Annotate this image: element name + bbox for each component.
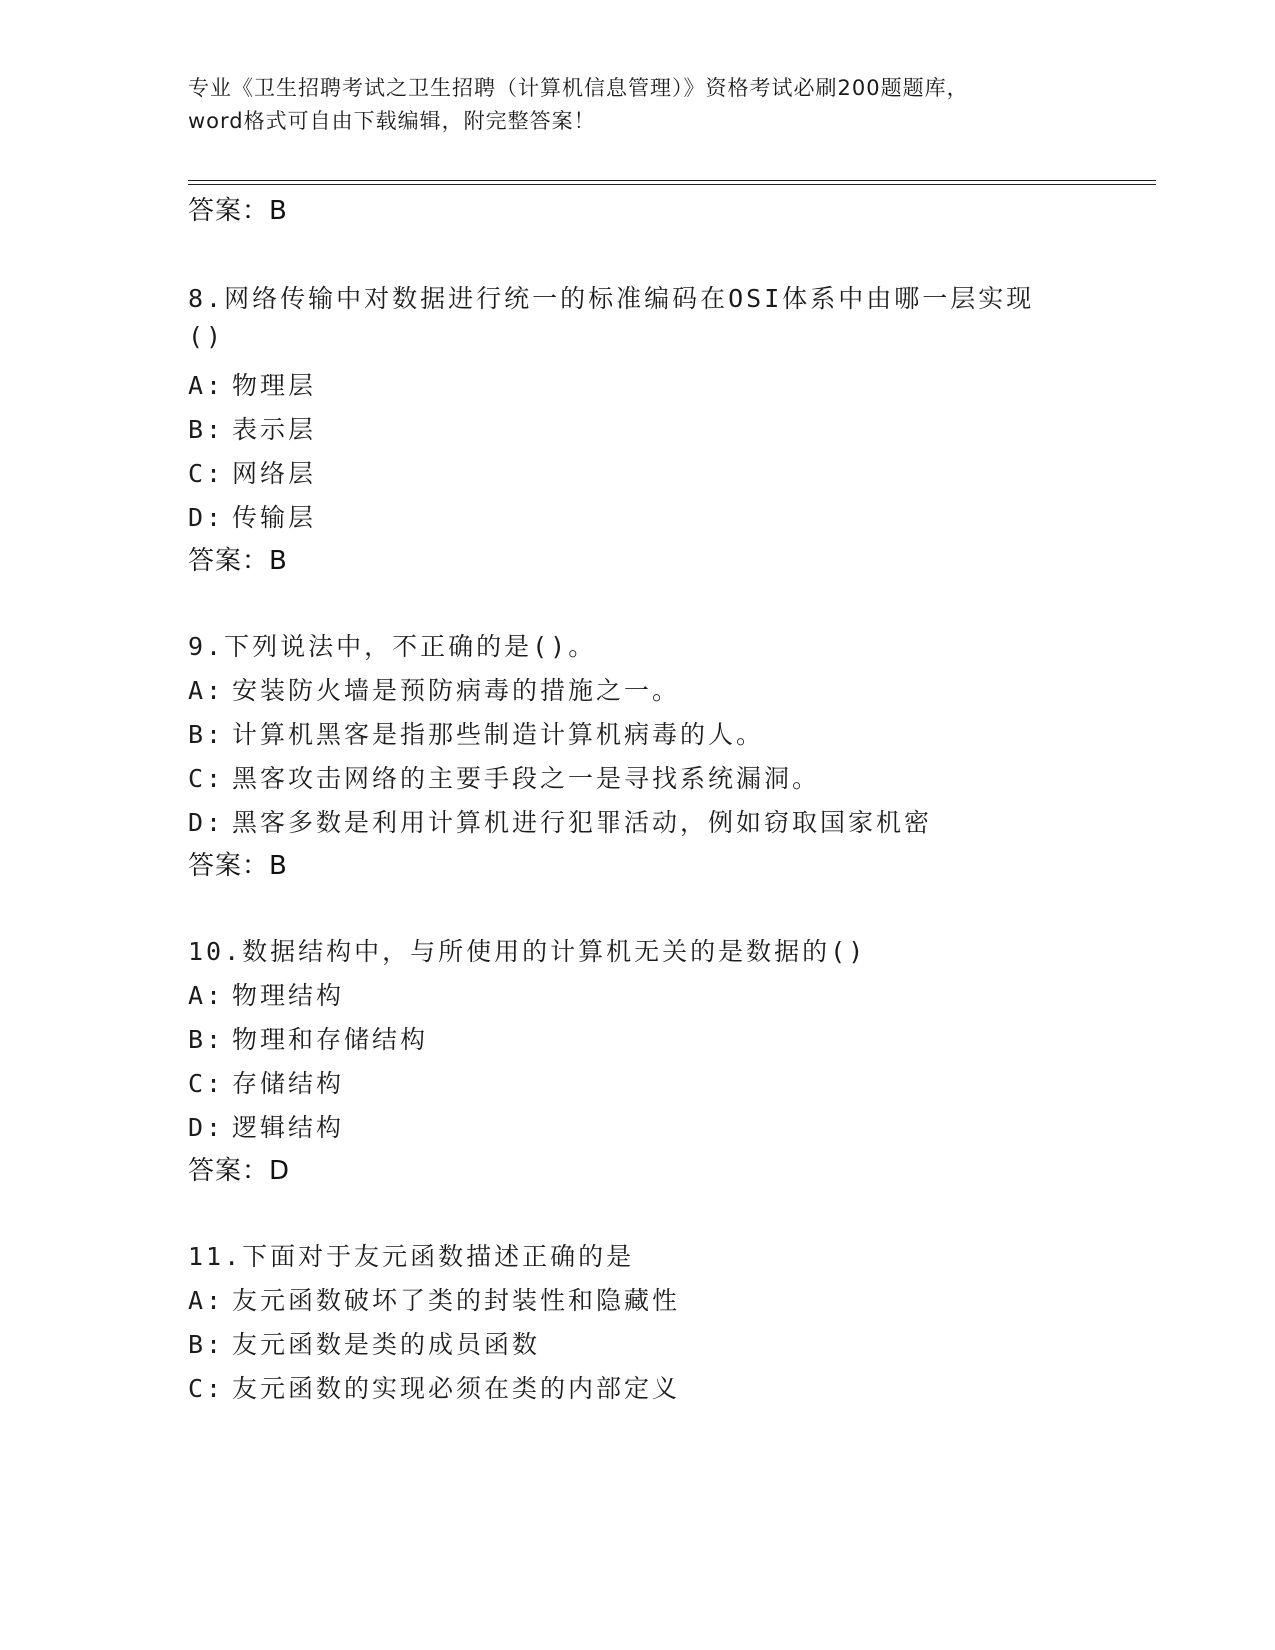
option-text: 计算机黑客是指那些制造计算机病毒的人。 <box>232 720 765 749</box>
answer-7: 答案：B <box>188 196 288 226</box>
option-letter: D: <box>188 503 225 532</box>
question-10-option-d <box>188 1108 344 1144</box>
question-8-text-cont: () <box>188 322 225 351</box>
question-9-text: 9.下列说法中，不正确的是()。 <box>188 632 597 661</box>
option-letter: A: <box>188 1286 225 1315</box>
page-header <box>188 72 1088 138</box>
question-8-text: 8.网络传输中对数据进行统一的标准编码在OSI体系中由哪一层实现 <box>188 284 1035 313</box>
option-letter: D: <box>188 808 225 837</box>
answer-8: 答案：B <box>188 546 288 576</box>
option-letter: B: <box>188 1330 225 1359</box>
option-text: 传输层 <box>232 503 317 532</box>
question-9-option-b <box>188 715 764 751</box>
question-8-option-c <box>188 454 316 490</box>
option-letter: C: <box>188 764 225 793</box>
question-8-option-a <box>188 366 316 402</box>
option-letter: A: <box>188 981 225 1010</box>
option-text: 逻辑结构 <box>232 1113 345 1142</box>
option-letter: B: <box>188 720 225 749</box>
header-line-1: 专业《卫生招聘考试之卫生招聘（计算机信息管理）》资格考试必刷200题题库， <box>188 76 969 100</box>
option-text: 友元函数破坏了类的封装性和隐藏性 <box>232 1286 681 1315</box>
question-11-option-a <box>188 1281 680 1317</box>
option-text: 物理结构 <box>232 981 345 1010</box>
option-text: 存储结构 <box>232 1069 345 1098</box>
question-9-option-c <box>188 759 820 795</box>
question-10-text: 10.数据结构中，与所使用的计算机无关的是数据的() <box>188 937 867 966</box>
header-double-rule <box>188 180 1156 185</box>
option-text: 友元函数是类的成员函数 <box>232 1330 541 1359</box>
question-9-option-a <box>188 671 680 707</box>
answer-9: 答案：B <box>188 851 288 881</box>
option-text: 黑客多数是利用计算机进行犯罪活动，例如窃取国家机密 <box>232 808 933 837</box>
option-text: 黑客攻击网络的主要手段之一是寻找系统漏洞。 <box>232 764 821 793</box>
question-10-option-a <box>188 976 344 1012</box>
option-text: 网络层 <box>232 459 317 488</box>
option-text: 安装防火墙是预防病毒的措施之一。 <box>232 676 681 705</box>
option-text: 表示层 <box>232 415 317 444</box>
question-11-option-b <box>188 1325 540 1361</box>
option-letter: D: <box>188 1113 225 1142</box>
option-letter: B: <box>188 415 225 444</box>
option-letter: C: <box>188 459 225 488</box>
option-text: 物理和存储结构 <box>232 1025 429 1054</box>
answer-10: 答案：D <box>188 1156 291 1186</box>
question-8-option-b <box>188 410 316 446</box>
question-11-option-c <box>188 1369 680 1405</box>
option-letter: C: <box>188 1374 225 1403</box>
question-11-text: 11.下面对于友元函数描述正确的是 <box>188 1242 635 1271</box>
option-text: 物理层 <box>232 371 317 400</box>
option-letter: C: <box>188 1069 225 1098</box>
question-10-option-c <box>188 1064 344 1100</box>
question-9-option-d <box>188 803 932 839</box>
option-letter: B: <box>188 1025 225 1054</box>
question-8-option-d <box>188 498 316 534</box>
option-text: 友元函数的实现必须在类的内部定义 <box>232 1374 681 1403</box>
option-letter: A: <box>188 371 225 400</box>
option-letter: A: <box>188 676 225 705</box>
question-10-option-b <box>188 1020 428 1056</box>
header-line-2: word格式可自由下载编辑，附完整答案！ <box>188 109 596 133</box>
